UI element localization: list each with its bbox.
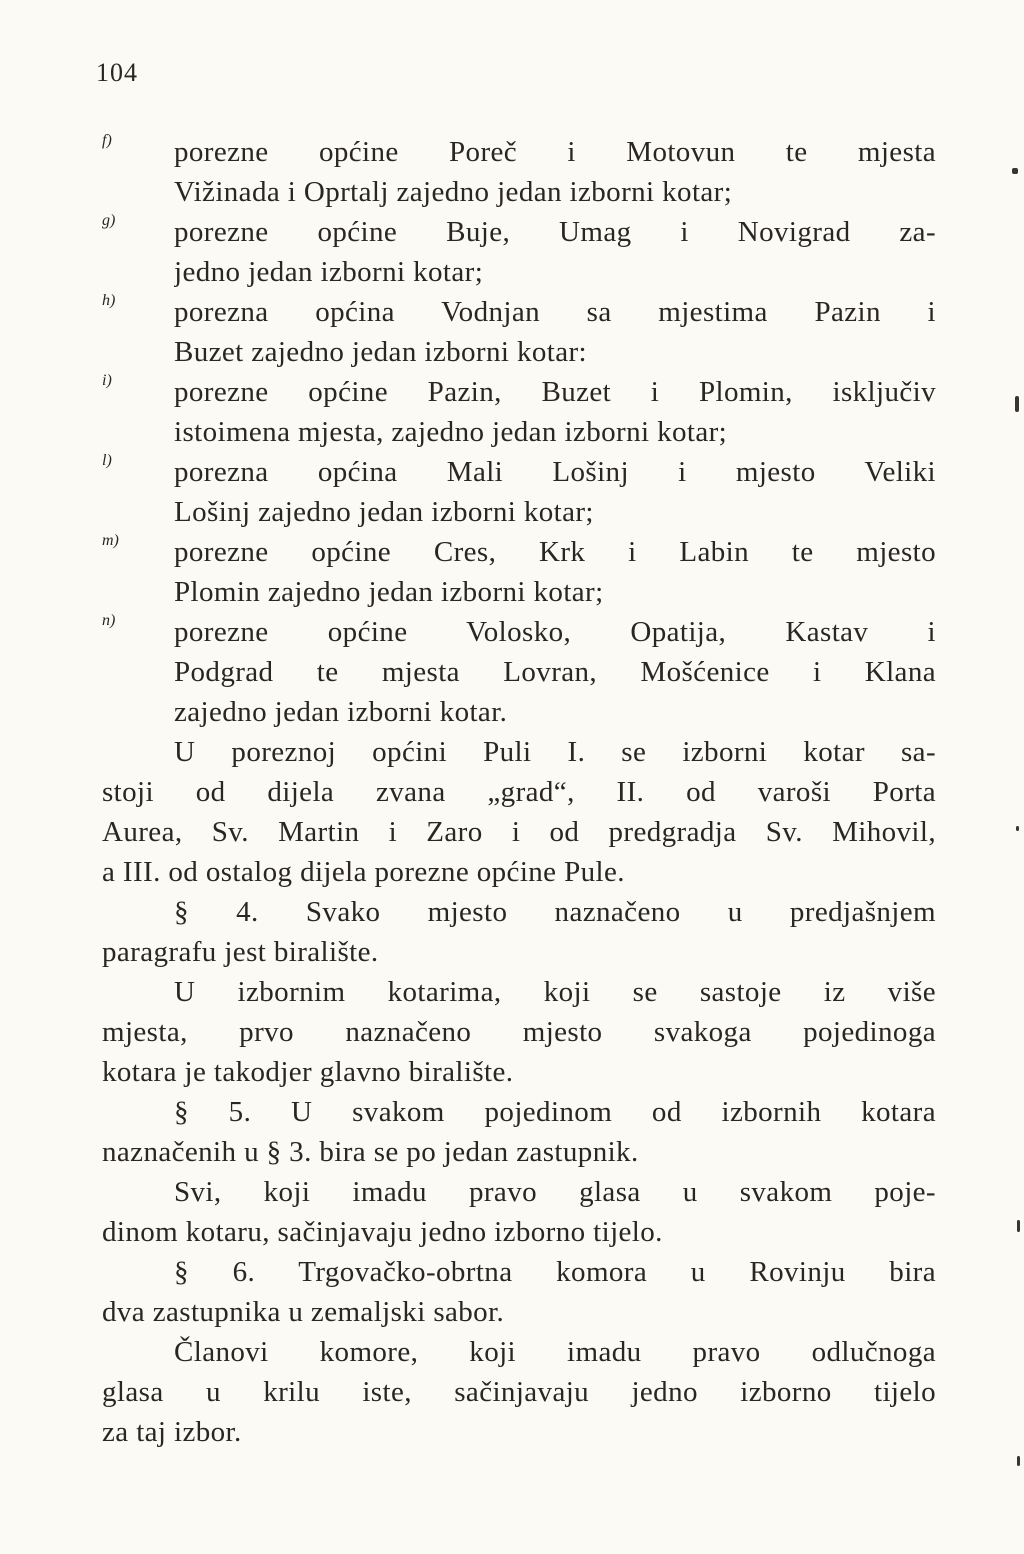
text-line: a III. od ostalog dijela porezne općine Pule.: [102, 856, 625, 888]
text-line: Vižinada i Oprtalj zajedno jedan izborni kotar;: [174, 176, 733, 208]
text-line: porezne općine Cres, Krk i Labin te mjesto: [174, 536, 936, 568]
text-line: istoimena mjesta, zajedno jedan izborni kotar;: [174, 416, 728, 448]
list-item-m: [102, 532, 936, 612]
text-line: mjesta, prvo naznačeno mjesto svakoga pojedinoga: [102, 1016, 936, 1048]
text-line: Članovi komore, koji imadu pravo odlučnoga: [174, 1336, 936, 1368]
text-line: porezna općina Mali Lošinj i mjesto Veliki: [174, 456, 936, 488]
scan-speck: [1015, 396, 1019, 412]
scan-speck: [1017, 1220, 1020, 1232]
paragraph-section-4: [102, 892, 936, 972]
list-item-i: [102, 372, 936, 452]
list-marker: l): [102, 452, 112, 469]
text-line: § 4. Svako mjesto naznačeno u predjašnjem: [174, 896, 936, 928]
text-line: porezne općine Pazin, Buzet i Plomin, isključiv: [174, 376, 936, 408]
text-line: Plomin zajedno jedan izborni kotar;: [174, 576, 604, 608]
scan-speck: [1012, 168, 1018, 174]
text-line: § 6. Trgovačko-obrtna komora u Rovinju bira: [174, 1256, 936, 1288]
text-line: kotara je takodjer glavno biralište.: [102, 1056, 514, 1088]
text-line: Aurea, Sv. Martin i Zaro i od predgradja Sv. Mihovil,: [102, 816, 936, 848]
text-line: jedno jedan izborni kotar;: [174, 256, 484, 288]
text-line: paragrafu jest biralište.: [102, 936, 379, 968]
paragraph-section-6: [102, 1252, 936, 1332]
scan-speck: [1016, 826, 1019, 831]
paragraph-izborni-kotari: [102, 972, 936, 1092]
list-item-n: [102, 612, 936, 732]
text-line: dva zastupnika u zemaljski sabor.: [102, 1296, 505, 1328]
list-item-f: [102, 132, 936, 212]
list-marker: f): [102, 132, 112, 149]
text-line: Buzet zajedno jedan izborni kotar:: [174, 336, 588, 368]
text-line: U izbornim kotarima, koji se sastoje iz više: [174, 976, 936, 1008]
list-marker: m): [102, 532, 119, 549]
list-marker: h): [102, 292, 116, 309]
text-line: § 5. U svakom pojedinom od izbornih kotara: [174, 1096, 936, 1128]
text-line: stoji od dijela zvana „grad“, II. od varoši Porta: [102, 776, 936, 808]
text-line: U poreznoj općini Puli I. se izborni kotar sa-: [174, 736, 936, 768]
text-line: naznačenih u § 3. bira se po jedan zastupnik.: [102, 1136, 639, 1168]
scan-speck: [1017, 1456, 1020, 1466]
list-item-g: [102, 212, 936, 292]
text-line: za taj izbor.: [102, 1416, 242, 1448]
list-item-l: [102, 452, 936, 532]
list-marker: i): [102, 372, 112, 389]
paragraph-pula: [102, 732, 936, 892]
paragraph-svi: [102, 1172, 936, 1252]
text-line: glasa u krilu iste, sačinjavaju jedno izborno tijelo: [102, 1376, 936, 1408]
text-line: zajedno jedan izborni kotar.: [174, 696, 508, 728]
page-number: 104: [96, 58, 138, 87]
text-line: Podgrad te mjesta Lovran, Mošćenice i Klana: [174, 656, 936, 688]
text-line: porezne općine Volosko, Opatija, Kastav i: [174, 616, 936, 648]
paragraph-clanovi: [102, 1332, 936, 1452]
text-line: Svi, koji imadu pravo glasa u svakom poje-: [174, 1176, 936, 1208]
text-line: porezne općine Buje, Umag i Novigrad za-: [174, 216, 936, 248]
list-marker: g): [102, 212, 116, 229]
text-line: Lošinj zajedno jedan izborni kotar;: [174, 496, 594, 528]
list-item-h: [102, 292, 936, 372]
page-content: [102, 132, 936, 1452]
text-line: porezna općina Vodnjan sa mjestima Pazin i: [174, 296, 936, 328]
text-line: porezne općine Poreč i Motovun te mjesta: [174, 136, 936, 168]
text-line: dinom kotaru, sačinjavaju jedno izborno tijelo.: [102, 1216, 663, 1248]
list-marker: n): [102, 612, 116, 629]
paragraph-section-5: [102, 1092, 936, 1172]
